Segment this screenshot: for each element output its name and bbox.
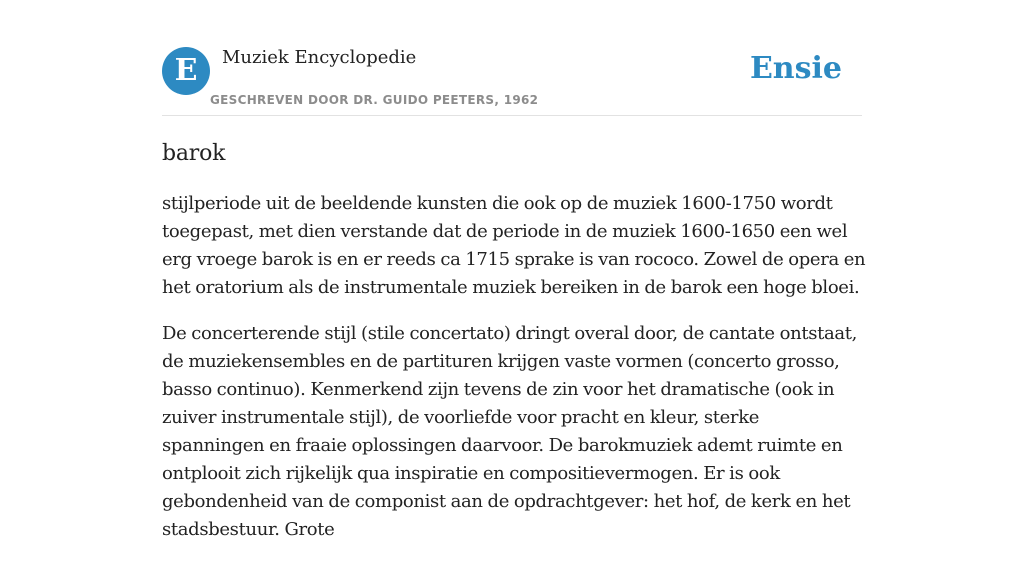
article-content [162, 139, 866, 562]
article-term-title: barok [162, 141, 226, 166]
header [162, 46, 862, 116]
header-divider [162, 115, 862, 116]
article-paragraph-1: stijlperiode uit de beeldende kunsten die ook op de muziek 1600-1750 wordt toegepast, met dien verstande dat de periode in de muziek 1600-1650 een wel erg vroege barok is en er reeds ca 1715 sprake is van rococo. Zowel de opera en het oratorium als de instrumentale muziek bereiken in de barok een hoge bloei. [162, 193, 866, 298]
source-title-link[interactable]: Muziek Encyclopedie [222, 47, 417, 68]
encyclopedia-logo-icon[interactable]: E [162, 47, 210, 95]
author-line: GESCHREVEN DOOR DR. GUIDO PEETERS, 1962 [210, 93, 539, 107]
ensie-brand-logo[interactable]: Ensie [749, 51, 842, 86]
article-paragraph-2: De concerterende stijl (stile concertato) dringt overal door, de cantate ontstaat, de muziekensembles en de partituren krijgen vaste vormen (concerto grosso, basso continuo). Kenmerkend zijn tevens de zin voor het dramatische (ook in zuiver instrumentale stijl), de voorliefde voor pracht en kleur, sterke spanningen en fraaie oplossingen daarvoor. De barokmuziek ademt ruimte en ontplooit zich rijkelijk qua inspiratie en compositievermogen. Er is ook gebondenheid van de componist aan de opdrachtgever: het hof, de kerk en het stadsbestuur. Grote [162, 323, 858, 540]
